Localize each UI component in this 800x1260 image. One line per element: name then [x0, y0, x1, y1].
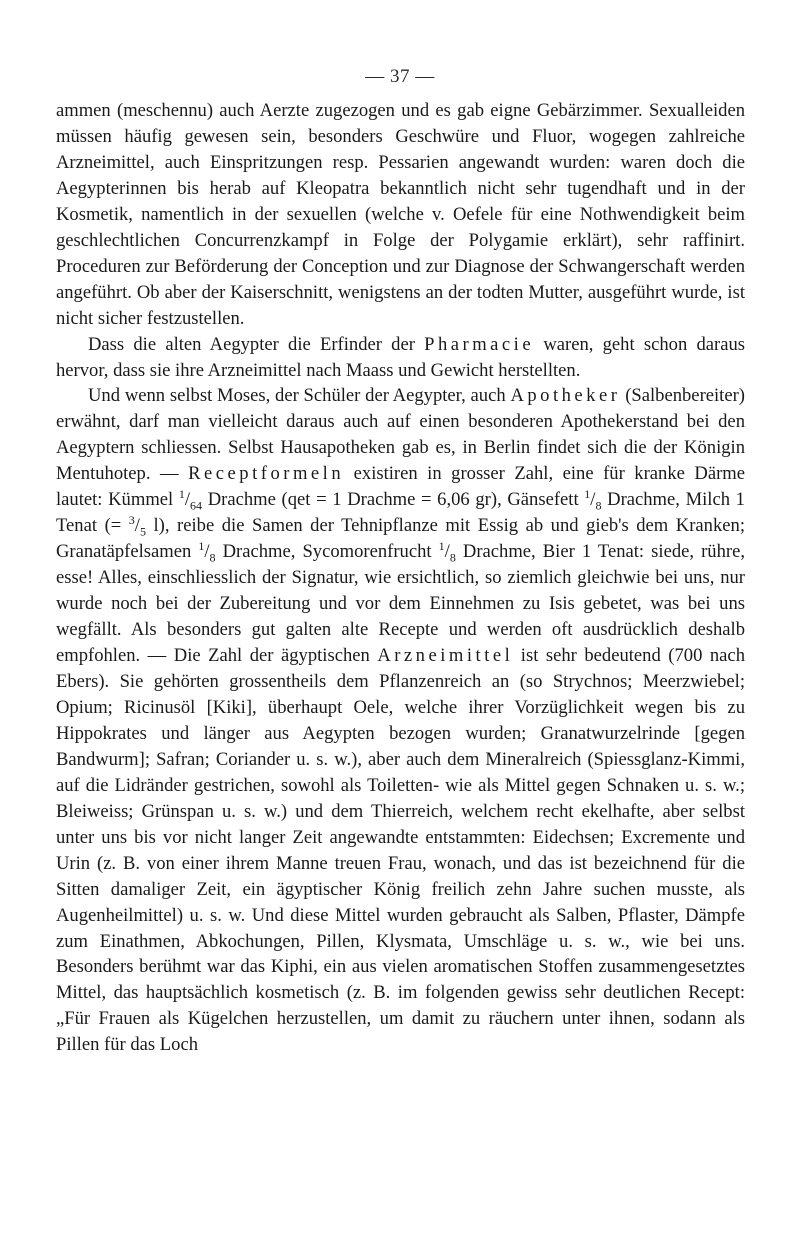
text-run: Drachme, Sycomorenfrucht [215, 541, 439, 563]
text-run: Drachme, Milch 1 Tenat (= [56, 489, 745, 537]
fraction-numerator: 1 [438, 539, 445, 554]
text-run: Und wenn selbst Moses, der Schüler der Aegypter, auch [88, 385, 511, 407]
text-run: Dass die alten Aegypter die Erfinder der [88, 333, 425, 355]
page-number: — 37 — [365, 66, 435, 87]
fraction-denominator: 64 [190, 499, 203, 514]
text-run: ist sehr bedeutend (700 nach Ebers). Sie gehörten grossentheils dem Pflanzenreich an (so Strychnos; Meerzwiebel; Opium; Ricinusöl [Kiki], überhaupt Oele, welche ihrer Vorzüglichkeit wegen bis zu Hippokrates und länger aus Aegypten bezogen wurden; Granatwurzelrinde [gegen Bandwurm]; Safran; Coriander u. s. w.), aber auch dem Mineralreich (Spiessglanz-Kimmi, auf die Lidränder gestrichen, sowohl als Toiletten- wie als Mittel gegen Schnaken u. s. w.; Bleiweiss; Grünspan u. s. w.) und dem Thierreich, welchem recht ekelhafte, aber selbst unter uns bis vor nicht langer Zeit angewandte entstammten: Eidechsen; Excremente und Urin (z. B. von einer ihrem Manne treuen Frau, wonach, und das ist bezeichnend für die Sitten damaliger Zeit, ein ägyptischer König freilich zehn Jahre suchen musste, als Augenheilmittel) u. s. w. Und diese Mittel wurden gebraucht als Salben, Pflaster, Dämpfe zum Einathmen, Abkochungen, Pillen, Klysmata, Umschläge u. s. w., wie bei uns. Besonders berühmt war das Kiphi, ein aus vielen aromatischen Stoffen zusammengesetztes Mittel, das hauptsächlich kosmetisch (z. B. im folgenden gewiss sehr deutlichen Recept: „Für Frauen als Kügelchen herzustellen, um damit zu räuchern unter ihnen, sodann als Pillen für das Loch [56, 645, 745, 1056]
text-run: existiren in grosser Zahl, eine für kranke Därme lautet: Kümmel [56, 463, 745, 511]
paragraph-3 [56, 383, 745, 1058]
fraction-denominator: 8 [209, 550, 216, 565]
fraction-slash: / [134, 515, 140, 537]
body-text [56, 98, 745, 1058]
fraction-denominator: 8 [595, 499, 602, 514]
fraction-numerator: 1 [584, 487, 591, 502]
text-run: l), reibe die Samen der Tehnipflanze mit Essig ab und gieb's dem Kranken; Granatäpfelsamen [56, 515, 745, 563]
fraction-numerator: 1 [178, 487, 185, 502]
fraction-denominator: 8 [449, 550, 456, 565]
emphasized-term: Arzneimittel [377, 645, 514, 667]
text-run: ammen (meschennu) auch Aerzte zugezogen und es gab eigne Gebärzimmer. Sexualleiden müssen häufig gewesen sein, besonders Geschwüre und Fluor, wogegen zahlreiche Arzneimittel, auch Einspritzungen resp. Pessarien angewandt wurden: waren doch die Aegypterinnen bis herab auf Kleopatra bekanntlich nicht sehr tugendhaft und in der Kosmetik, namentlich in der sexuellen (welche v. Oefele für eine Nothwendigkeit beim geschlechtlichen Concurrenzkampf in Folge der Polygamie erklärt), sehr raffinirt. Proceduren zur Beförderung der Conception und zur Diagnose der Schwangerschaft werden angeführt. Ob aber der Kaiserschnitt, wenigstens an der todten Mutter, ausgeführt wurde, ist nicht sicher festzustellen. [56, 100, 745, 329]
emphasized-term: Apotheker [510, 385, 621, 407]
fraction-slash: / [444, 541, 450, 563]
fraction-slash: / [184, 489, 191, 511]
text-run: (Salbenbereiter) erwähnt, darf man vielleicht daraus auch auf einen besonderen Apothekerstand bei den Aegyptern schliessen. Selbst Hausapotheken gab es, in Berlin findet sich die der Königin Mentuhotep. — [56, 385, 745, 485]
text-run: Drachme (qet = 1 Drachme = 6,06 gr), Gänsefett [202, 489, 585, 511]
paragraph-2 [56, 332, 745, 384]
emphasized-term: Receptformeln [188, 463, 345, 485]
text-run: waren, geht schon daraus hervor, dass sie ihre Arzneimittel nach Maass und Gewicht herstellten. [56, 333, 745, 381]
fraction-slash: / [204, 541, 210, 563]
fraction-numerator: 1 [198, 539, 205, 554]
emphasized-term: Pharmacie [424, 333, 535, 355]
text-run: Drachme, Bier 1 Tenat: siede, rühre, esse! Alles, einschliesslich der Signatur, wie ersichtlich, so ziemlich gleichwie bei uns, nur wurde noch bei der Zubereitung und vor dem Einnehmen zu Isis gebetet, was bei uns wegfällt. Als besonders gut galten alte Recepte und werden oft ausdrücklich deshalb empfohlen. — Die Zahl der ägyptischen [56, 541, 745, 667]
fraction-denominator: 5 [139, 524, 146, 539]
fraction-slash: / [590, 489, 596, 511]
fraction-numerator: 3 [128, 513, 135, 528]
paragraph-1 [56, 98, 745, 332]
